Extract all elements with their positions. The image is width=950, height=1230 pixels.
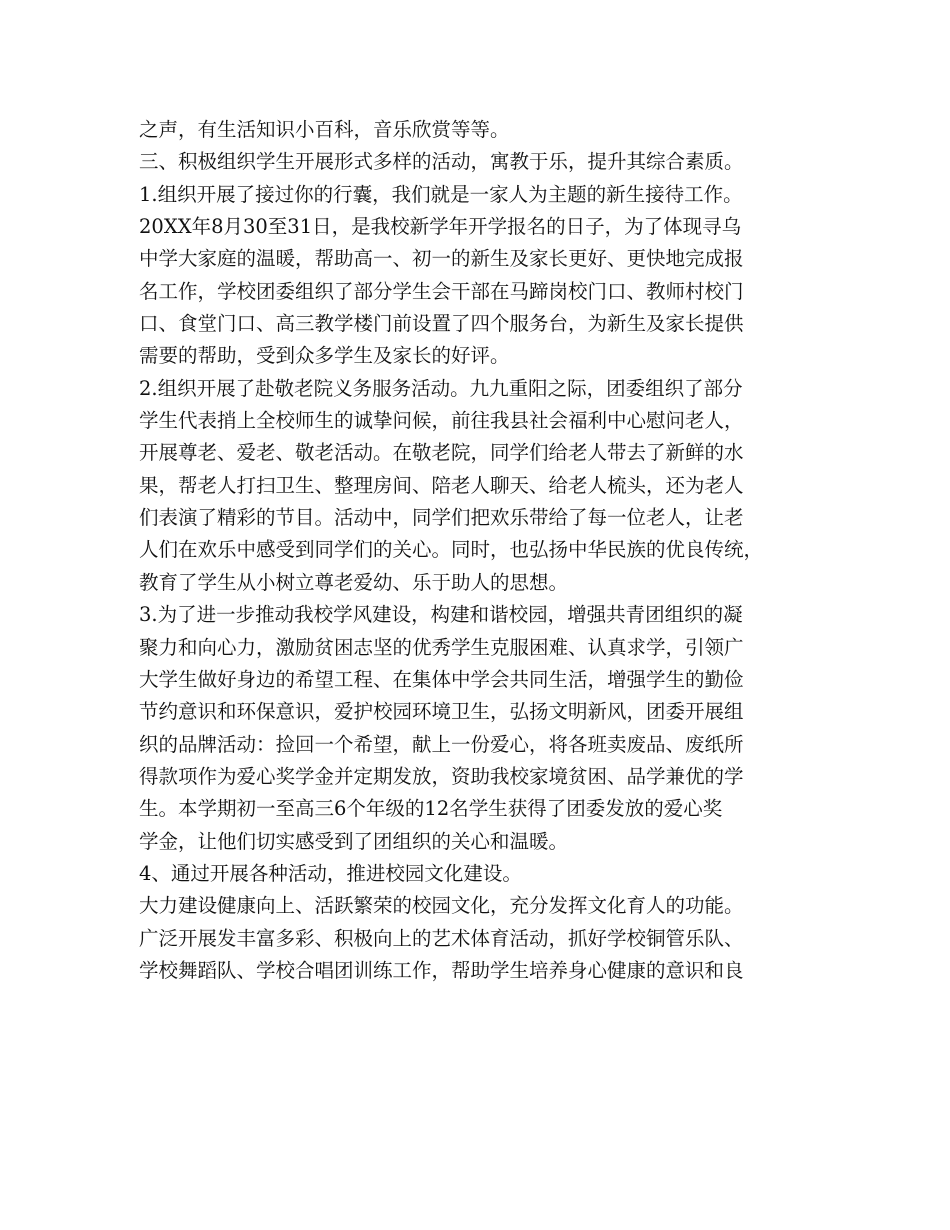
text-line: 学金，让他们切实感受到了团组织的关心和温暖。	[139, 829, 569, 853]
item-heading: 1.组织开展了接过你的行囊，我们就是一家人为主题的新生接待工作。	[139, 182, 743, 206]
section-heading: 三、积极组织学生开展形式多样的活动，寓教于乐，提升其综合素质。	[139, 150, 744, 174]
text-line: 人们在欢乐中感受到同学们的关心。同时，也弘扬中华民族的优良传统，	[139, 538, 764, 562]
item-heading: 3.为了进一步推动我校学风建设，构建和谐校园，增强共青团组织的凝	[139, 603, 743, 627]
text-line: 中学大家庭的温暖，帮助高一、初一的新生及家长更好、更快地完成报	[139, 247, 744, 271]
text-line: 节约意识和环保意识，爱护校园环境卫生，弘扬文明新风，团委开展组	[139, 700, 744, 724]
item-heading: 4、通过开展各种活动，推进校园文化建设。	[139, 861, 522, 885]
text-line: 开展尊老、爱老、敬老活动。在敬老院，同学们给老人带去了新鲜的水	[139, 441, 744, 465]
text-line: 名工作，学校团委组织了部分学生会干部在马蹄岗校门口、教师村校门	[139, 279, 744, 303]
text-line: 大学生做好身边的希望工程、在集体中学会共同生活，增强学生的勤俭	[139, 667, 744, 691]
text-line: 需要的帮助，受到众多学生及家长的好评。	[139, 344, 510, 368]
text-line: 们表演了精彩的节目。活动中，同学们把欢乐带给了每一位老人，让老	[139, 506, 744, 530]
text-line: 学校舞蹈队、学校合唱团训练工作，帮助学生培养身心健康的意识和良	[139, 958, 744, 982]
text-line: 学生代表捎上全校师生的诚挚问候，前往我县社会福利中心慰问老人，	[139, 409, 744, 433]
text-line: 聚力和向心力，激励贫困志坚的优秀学生克服困难、认真求学，引领广	[139, 635, 744, 659]
text-line: 20XX年8月30至31日，是我校新学年开学报名的日子，为了体现寻乌	[139, 215, 742, 239]
text-line: 得款项作为爱心奖学金并定期发放，资助我校家境贫困、品学兼优的学	[139, 764, 744, 788]
document-body	[139, 114, 839, 987]
text-line: 之声，有生活知识小百科，音乐欣赏等等。	[139, 118, 510, 141]
text-line: 大力建设健康向上、活跃繁荣的校园文化，充分发挥文化育人的功能。	[139, 894, 744, 918]
text-line: 果，帮老人打扫卫生、整理房间、陪老人聊天、给老人梳头，还为老人	[139, 473, 744, 497]
text-line: 广泛开展发丰富多彩、积极向上的艺术体育活动，抓好学校铜管乐队、	[139, 926, 744, 950]
text-line: 口、食堂门口、高三教学楼门前设置了四个服务台，为新生及家长提供	[139, 312, 744, 336]
item-heading: 2.组织开展了赴敬老院义务服务活动。九九重阳之际，团委组织了部分	[139, 376, 743, 400]
text-line: 织的品牌活动：捡回一个希望，献上一份爱心，将各班卖废品、废纸所	[139, 732, 744, 756]
text-line: 教育了学生从小树立尊老爱幼、乐于助人的思想。	[139, 570, 569, 594]
text-line: 生。本学期初一至高三6个年级的12名学生获得了团委发放的爱心奖	[139, 797, 723, 821]
